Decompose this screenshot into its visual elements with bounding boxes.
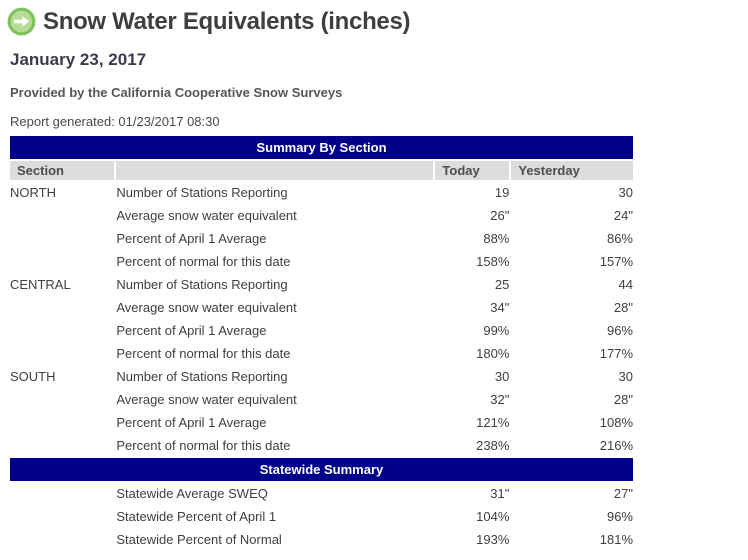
- today-value: 193%: [435, 529, 509, 550]
- metric-label: Number of Stations Reporting: [116, 274, 433, 295]
- section-name: CENTRAL: [10, 274, 114, 295]
- metric-label: Number of Stations Reporting: [116, 182, 433, 203]
- yesterday-value: 157%: [511, 251, 633, 272]
- yesterday-value: 181%: [511, 529, 633, 550]
- today-value: 26": [435, 205, 509, 226]
- circle-right-arrow-icon: [7, 7, 36, 36]
- today-value: 158%: [435, 251, 509, 272]
- today-value: 30: [435, 366, 509, 387]
- table-row: [10, 205, 633, 226]
- provider-line: Provided by the California Cooperative Snow Surveys: [10, 85, 343, 100]
- metric-label: Statewide Percent of April 1: [116, 506, 433, 527]
- yesterday-value: 28": [511, 389, 633, 410]
- column-header-row: [10, 161, 633, 180]
- table-row: [10, 182, 633, 203]
- yesterday-value: 24": [511, 205, 633, 226]
- today-value: 121%: [435, 412, 509, 433]
- metric-label: Percent of normal for this date: [116, 343, 433, 364]
- yesterday-value: 30: [511, 182, 633, 203]
- today-value: 88%: [435, 228, 509, 249]
- yesterday-value: 96%: [511, 320, 633, 341]
- table-row: [10, 251, 633, 272]
- yesterday-value: 30: [511, 366, 633, 387]
- statewide-summary-header: Statewide Summary: [10, 458, 633, 481]
- table-row: [10, 228, 633, 249]
- table-row: [10, 529, 633, 550]
- yesterday-value: 44: [511, 274, 633, 295]
- yesterday-value: 177%: [511, 343, 633, 364]
- today-value: 104%: [435, 506, 509, 527]
- yesterday-value: 28": [511, 297, 633, 318]
- metric-label: Percent of April 1 Average: [116, 228, 433, 249]
- yesterday-value: 96%: [511, 506, 633, 527]
- table-row: [10, 320, 633, 341]
- table-row: [10, 412, 633, 433]
- column-header-section: Section: [10, 161, 114, 180]
- table-row: [10, 297, 633, 318]
- table-row: [10, 343, 633, 364]
- table-row: [10, 506, 633, 527]
- summary-by-section-header: Summary By Section: [10, 136, 633, 159]
- today-value: 32": [435, 389, 509, 410]
- metric-label: Average snow water equivalent: [116, 389, 433, 410]
- generated-timestamp: Report generated: 01/23/2017 08:30: [10, 114, 220, 129]
- table-row: [10, 274, 633, 295]
- today-value: 180%: [435, 343, 509, 364]
- metric-label: Statewide Percent of Normal: [116, 529, 433, 550]
- metric-label: Percent of April 1 Average: [116, 412, 433, 433]
- today-value: 99%: [435, 320, 509, 341]
- summary-band-row: [10, 136, 633, 159]
- metric-label: Percent of normal for this date: [116, 251, 433, 272]
- section-name: SOUTH: [10, 366, 114, 387]
- yesterday-value: 216%: [511, 435, 633, 456]
- table-row: [10, 435, 633, 456]
- today-value: 25: [435, 274, 509, 295]
- column-header-yesterday: Yesterday: [511, 161, 633, 180]
- metric-label: Percent of normal for this date: [116, 435, 433, 456]
- table-row: [10, 366, 633, 387]
- section-name: NORTH: [10, 182, 114, 203]
- swe-summary-table: [8, 134, 635, 552]
- yesterday-value: 27": [511, 483, 633, 504]
- metric-label: Statewide Average SWEQ: [116, 483, 433, 504]
- metric-label: Percent of April 1 Average: [116, 320, 433, 341]
- table-row: [10, 389, 633, 410]
- today-value: 238%: [435, 435, 509, 456]
- today-value: 19: [435, 182, 509, 203]
- today-value: 34": [435, 297, 509, 318]
- column-header-today: Today: [435, 161, 509, 180]
- table-row: [10, 483, 633, 504]
- masthead: [0, 0, 748, 36]
- statewide-band-row: [10, 458, 633, 481]
- metric-label: Number of Stations Reporting: [116, 366, 433, 387]
- page-title: Snow Water Equivalents (inches): [43, 7, 411, 35]
- yesterday-value: 108%: [511, 412, 633, 433]
- metric-label: Average snow water equivalent: [116, 205, 433, 226]
- metric-label: Average snow water equivalent: [116, 297, 433, 318]
- report-date: January 23, 2017: [10, 50, 147, 69]
- today-value: 31": [435, 483, 509, 504]
- yesterday-value: 86%: [511, 228, 633, 249]
- column-header-metric: [116, 161, 433, 180]
